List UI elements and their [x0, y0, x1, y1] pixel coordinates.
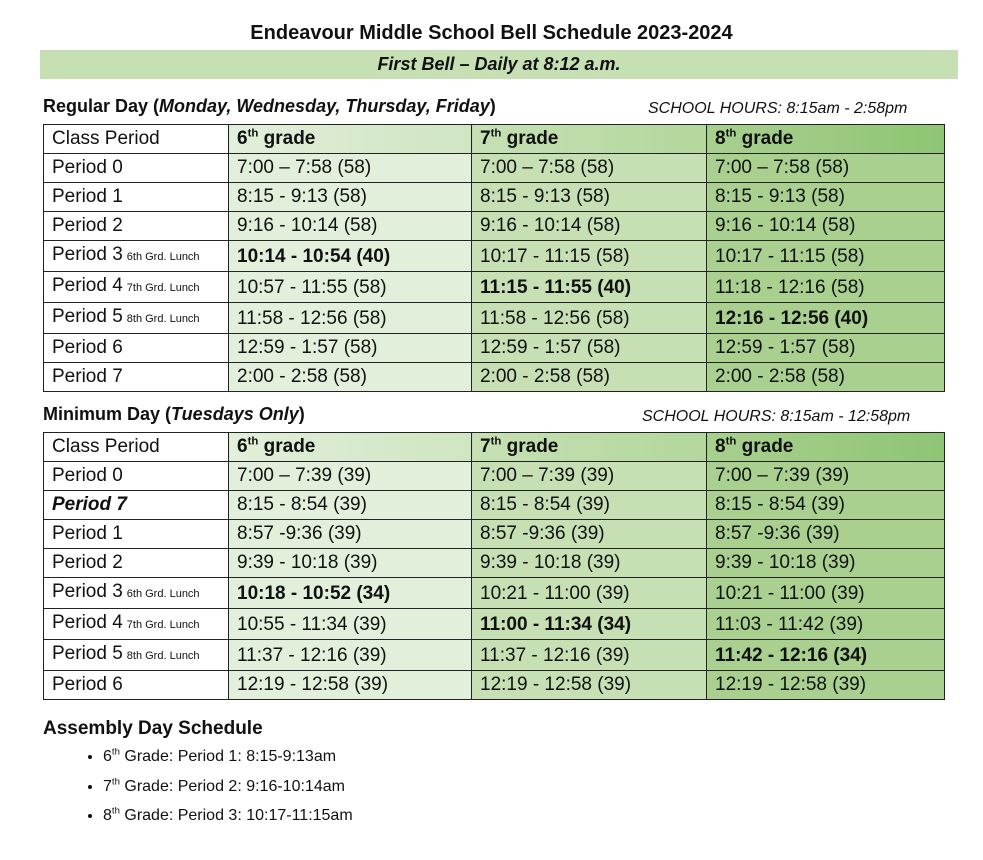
lunch-note: 7th Grd. Lunch — [126, 282, 200, 294]
period-cell: Period 2 — [44, 549, 229, 578]
period-cell: Period 2 — [44, 212, 229, 241]
table-row — [44, 578, 945, 609]
time-cell: 9:39 - 10:18 (39) — [229, 549, 472, 578]
table-row — [44, 520, 945, 549]
header-8th-grade: 8th grade — [707, 125, 945, 154]
minimum-heading-days: Tuesdays Only — [171, 404, 299, 424]
table-header-row — [44, 125, 945, 154]
period-cell: Period 0 — [44, 462, 229, 491]
time-cell: 8:15 - 9:13 (58) — [472, 183, 707, 212]
time-cell: 12:19 - 12:58 (39) — [229, 671, 472, 700]
lunch-time-cell: 10:14 - 10:54 (40) — [229, 241, 472, 272]
time-cell: 12:59 - 1:57 (58) — [229, 334, 472, 363]
time-cell: 10:17 - 11:15 (58) — [472, 241, 707, 272]
header-7th-grade: 7th grade — [472, 433, 707, 462]
regular-heading-label: Regular Day ( — [43, 96, 160, 116]
period-cell: Period 3 6th Grd. Lunch — [44, 241, 229, 272]
period-cell: Period 4 7th Grd. Lunch — [44, 609, 229, 640]
assembly-list — [75, 742, 353, 831]
time-cell: 8:15 - 9:13 (58) — [229, 183, 472, 212]
header-6th-grade: 6th grade — [229, 125, 472, 154]
time-cell: 2:00 - 2:58 (58) — [229, 363, 472, 392]
table-row — [44, 363, 945, 392]
header-6th-grade: 6th grade — [229, 433, 472, 462]
time-cell: 9:16 - 10:14 (58) — [229, 212, 472, 241]
time-cell: 2:00 - 2:58 (58) — [707, 363, 945, 392]
time-cell: 12:19 - 12:58 (39) — [472, 671, 707, 700]
lunch-time-cell: 11:42 - 12:16 (34) — [707, 640, 945, 671]
list-item: • 6th Grade: Period 1: 8:15-9:13am — [103, 742, 353, 772]
period-cell: Period 6 — [44, 334, 229, 363]
time-cell: 9:16 - 10:14 (58) — [472, 212, 707, 241]
table-row — [44, 272, 945, 303]
time-cell: 8:15 - 8:54 (39) — [229, 491, 472, 520]
time-cell: 10:57 - 11:55 (58) — [229, 272, 472, 303]
minimum-heading-close: ) — [298, 404, 305, 424]
period-cell: Period 1 — [44, 520, 229, 549]
minimum-school-hours: SCHOOL HOURS: 8:15am - 12:58pm — [642, 408, 911, 425]
time-cell: 7:00 – 7:58 (58) — [707, 154, 945, 183]
table-row — [44, 640, 945, 671]
period-cell: Period 6 — [44, 671, 229, 700]
period-cell: Period 7 — [44, 363, 229, 392]
table-row — [44, 334, 945, 363]
header-8th-grade: 8th grade — [707, 433, 945, 462]
period-cell: Period 1 — [44, 183, 229, 212]
table-row — [44, 671, 945, 700]
time-cell: 9:39 - 10:18 (39) — [707, 549, 945, 578]
time-cell: 12:19 - 12:58 (39) — [707, 671, 945, 700]
regular-day-table — [43, 124, 945, 392]
period-cell: Period 7 — [44, 491, 229, 520]
minimum-day-heading — [43, 404, 305, 425]
lunch-time-cell: 11:00 - 11:34 (34) — [472, 609, 707, 640]
time-cell: 11:37 - 12:16 (39) — [472, 640, 707, 671]
header-7th-grade: 7th grade — [472, 125, 707, 154]
period-cell: Period 3 6th Grd. Lunch — [44, 578, 229, 609]
header-class-period: Class Period — [44, 433, 229, 462]
lunch-note: 7th Grd. Lunch — [126, 619, 200, 631]
time-cell: 8:57 -9:36 (39) — [472, 520, 707, 549]
table-row — [44, 549, 945, 578]
table-row — [44, 241, 945, 272]
time-cell: 8:57 -9:36 (39) — [229, 520, 472, 549]
time-cell: 10:55 - 11:34 (39) — [229, 609, 472, 640]
time-cell: 8:57 -9:36 (39) — [707, 520, 945, 549]
list-item: • 7th Grade: Period 2: 9:16-10:14am — [103, 772, 353, 802]
time-cell: 7:00 – 7:39 (39) — [707, 462, 945, 491]
time-cell: 8:15 - 8:54 (39) — [707, 491, 945, 520]
time-cell: 9:39 - 10:18 (39) — [472, 549, 707, 578]
regular-day-heading — [43, 96, 496, 117]
lunch-note: 8th Grd. Lunch — [126, 313, 200, 325]
header-class-period: Class Period — [44, 125, 229, 154]
time-cell: 8:15 - 8:54 (39) — [472, 491, 707, 520]
table-row — [44, 609, 945, 640]
page-title: Endeavour Middle School Bell Schedule 2023-2024 — [250, 22, 733, 44]
lunch-time-cell: 10:18 - 10:52 (34) — [229, 578, 472, 609]
time-cell: 11:37 - 12:16 (39) — [229, 640, 472, 671]
period-cell: Period 0 — [44, 154, 229, 183]
time-cell: 12:59 - 1:57 (58) — [472, 334, 707, 363]
period-cell: Period 4 7th Grd. Lunch — [44, 272, 229, 303]
table-row — [44, 154, 945, 183]
lunch-time-cell: 11:15 - 11:55 (40) — [472, 272, 707, 303]
lunch-time-cell: 12:16 - 12:56 (40) — [707, 303, 945, 334]
list-item: • 8th Grade: Period 3: 10:17-11:15am — [103, 801, 353, 831]
period-cell: Period 5 8th Grd. Lunch — [44, 303, 229, 334]
first-bell-banner: First Bell – Daily at 8:12 a.m. — [40, 50, 958, 79]
time-cell: 7:00 – 7:58 (58) — [472, 154, 707, 183]
lunch-note: 6th Grd. Lunch — [126, 251, 200, 263]
time-cell: 8:15 - 9:13 (58) — [707, 183, 945, 212]
regular-school-hours: SCHOOL HOURS: 8:15am - 2:58pm — [648, 100, 908, 117]
time-cell: 7:00 – 7:39 (39) — [229, 462, 472, 491]
lunch-note: 6th Grd. Lunch — [126, 588, 200, 600]
table-header-row — [44, 433, 945, 462]
regular-heading-close: ) — [489, 96, 496, 116]
time-cell: 10:21 - 11:00 (39) — [707, 578, 945, 609]
time-cell: 2:00 - 2:58 (58) — [472, 363, 707, 392]
lunch-note: 8th Grd. Lunch — [126, 650, 200, 662]
table-row — [44, 212, 945, 241]
time-cell: 9:16 - 10:14 (58) — [707, 212, 945, 241]
time-cell: 11:58 - 12:56 (58) — [229, 303, 472, 334]
table-row — [44, 462, 945, 491]
time-cell: 10:21 - 11:00 (39) — [472, 578, 707, 609]
table-row — [44, 491, 945, 520]
assembly-heading: Assembly Day Schedule — [43, 718, 263, 739]
time-cell: 10:17 - 11:15 (58) — [707, 241, 945, 272]
time-cell: 12:59 - 1:57 (58) — [707, 334, 945, 363]
time-cell: 11:58 - 12:56 (58) — [472, 303, 707, 334]
period-cell: Period 5 8th Grd. Lunch — [44, 640, 229, 671]
time-cell: 11:03 - 11:42 (39) — [707, 609, 945, 640]
table-row — [44, 183, 945, 212]
regular-heading-days: Monday, Wednesday, Thursday, Friday — [159, 96, 490, 116]
minimum-heading-label: Minimum Day ( — [43, 404, 172, 424]
time-cell: 11:18 - 12:16 (58) — [707, 272, 945, 303]
minimum-day-table — [43, 432, 945, 700]
time-cell: 7:00 – 7:39 (39) — [472, 462, 707, 491]
time-cell: 7:00 – 7:58 (58) — [229, 154, 472, 183]
table-row — [44, 303, 945, 334]
